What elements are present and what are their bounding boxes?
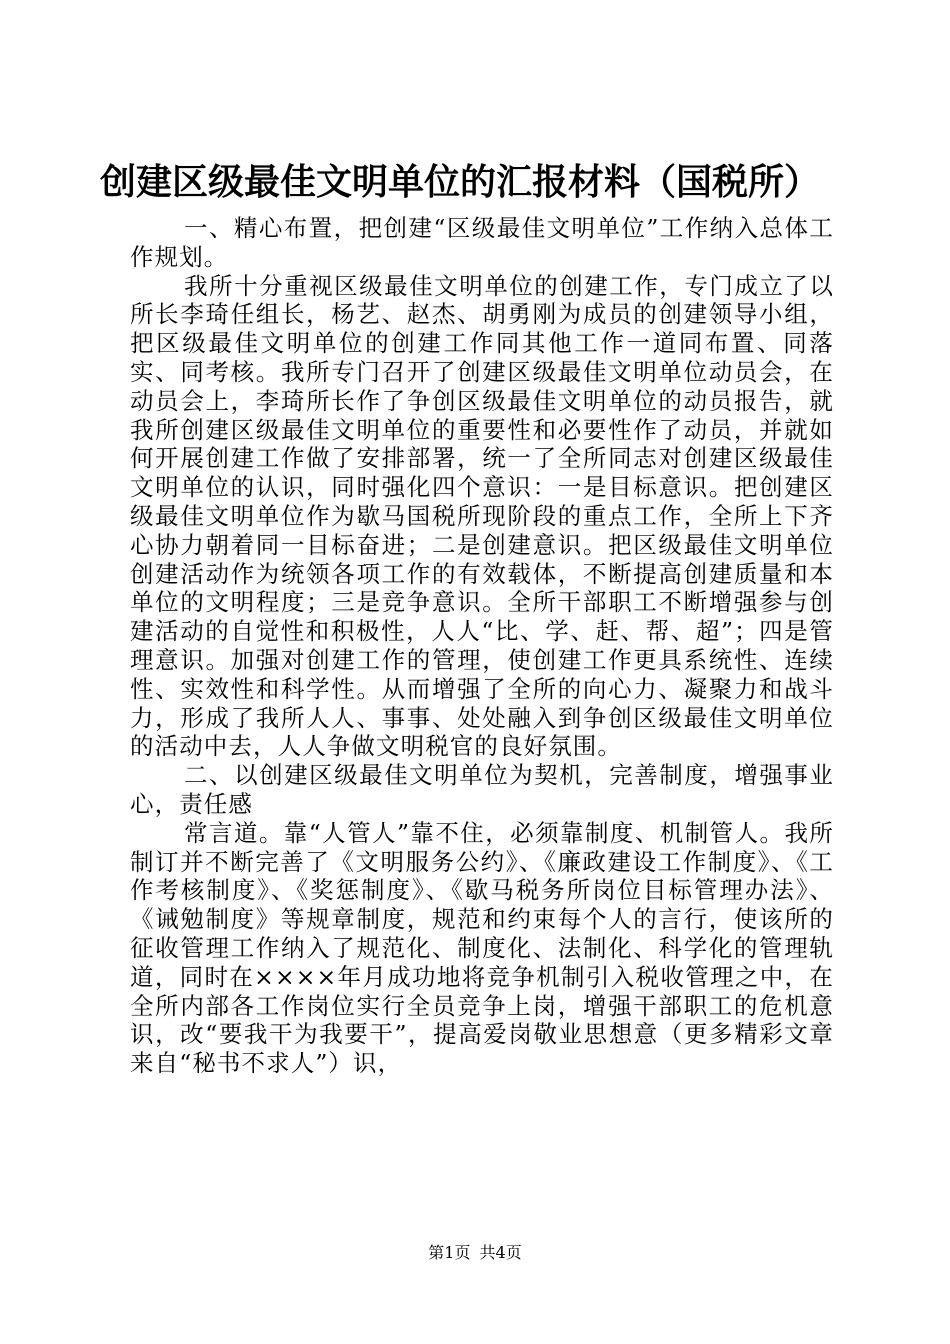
page-number: 第1页: [428, 1243, 471, 1262]
paragraph-section-one-body: 我所十分重视区级最佳文明单位的创建工作，专门成立了以所长李琦任组长，杨艺、赵杰、胡勇刚为成员的创建领导小组，把区级最佳文明单位的创建工作同其他工作一道同布置、同落实、同考核。我所专门召开了创建区级最佳文明单位动员会，在动员会上，李琦所长作了争创区级最佳文明单位的动员报告，就我所创建区级最佳文明单位的重要性和必要性作了动员，并就如何开展创建工作做了安排部署，统一了全所同志对创建区级最佳文明单位的认识，同时强化四个意识：一是目标意识。把创建区级最佳文明单位作为歇马国税所现阶段的重点工作，全所上下齐心协力朝着同一目标奋进；二是创建意识。把区级最佳文明单位创建活动作为统领各项工作的有效载体，不断提高创建质量和本单位的文明程度；三是竞争意识。全所干部职工不断增强参与创建活动的自觉性和积极性，人人“比、学、赶、帮、超”；四是管理意识。加强对创建工作的管理，使创建工作更具系统性、连续性、实效性和科学性。从而增强了全所的向心力、凝聚力和战斗力，形成了我所人人、事事、处处融入到争创区级最佳文明单位的活动中去，人人争做文明税官的良好氛围。: [130, 271, 834, 761]
page-footer: [0, 1243, 950, 1263]
paragraph-section-two-body: 常言道。靠“人管人”靠不住，必须靠制度、机制管人。我所制订并不断完善了《文明服务公约》、《廉政建设工作制度》、《工作考核制度》、《奖惩制度》、《歇马税务所岗位目标管理办法》、《诫勉制度》等规章制度，规范和约束每个人的言行，使该所的征收管理工作纳入了规范化、制度化、法制化、科学化的管理轨道，同时在××××年月成功地将竞争机制引入税收管理之中，在全所内部各工作岗位实行全员竞争上岗，增强干部职工的危机意识，改“要我干为我要干”，提高爱岗敬业思想意（更多精彩文章来自“秘书不求人”）识，: [130, 818, 834, 1078]
document-body: [130, 214, 834, 1078]
page-total: 共4页: [479, 1243, 522, 1262]
paragraph-section-one-heading: 一、精心布置，把创建“区级最佳文明单位”工作纳入总体工作规划。: [130, 214, 834, 271]
paragraph-section-two-heading: 二、以创建区级最佳文明单位为契机，完善制度，增强事业心，责任感: [130, 761, 834, 818]
document-title: 创建区级最佳文明单位的汇报材料（国税所）: [100, 161, 821, 203]
